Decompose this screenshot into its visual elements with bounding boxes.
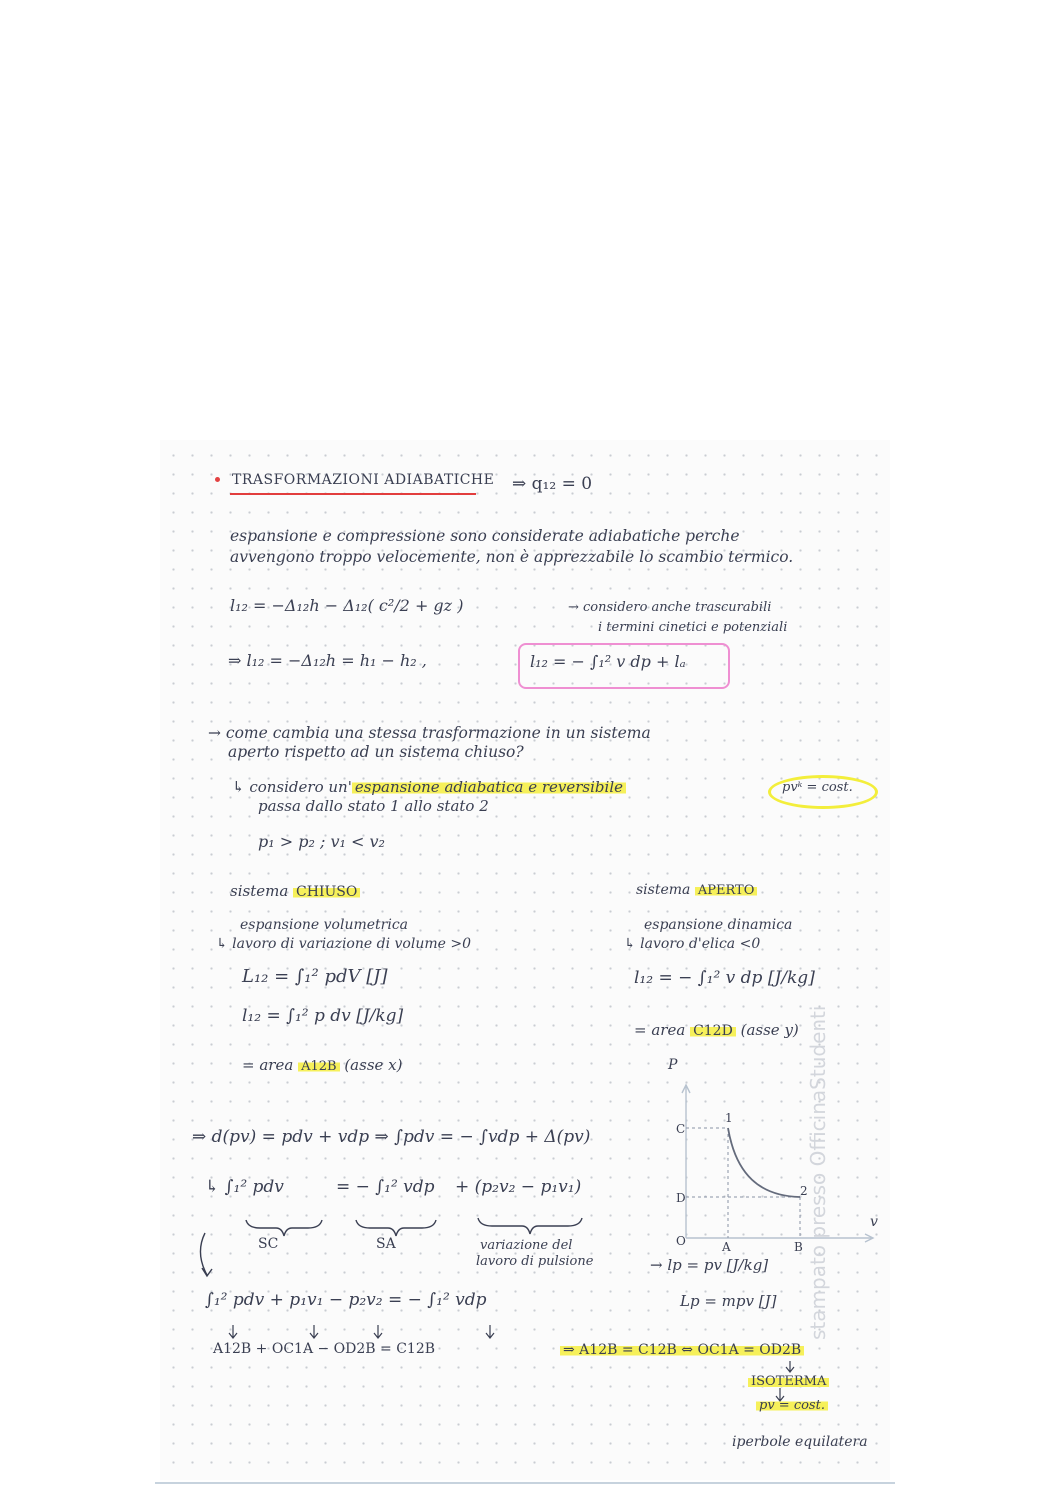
- consider-line-2: passa dallo stato 1 allo stato 2: [258, 797, 489, 815]
- consider-prefix: ↳ considero un': [232, 778, 352, 796]
- consider-highlight: espansione adiabatica e reversibile: [352, 778, 626, 796]
- diagram-point-b: B: [794, 1240, 803, 1254]
- open-area-prefix: = area: [634, 1021, 686, 1039]
- derivation-line-4: A12B + OC1A − OD2B = C12B: [213, 1341, 436, 1357]
- title-equation: ⇒ q₁₂ = 0: [512, 474, 593, 494]
- closed-expansion-type: espansione volumetrica: [240, 917, 409, 933]
- diagram-point-c: C: [676, 1122, 686, 1136]
- result-highlight: ⇒ A12B = C12B ⇔ OC1A = OD2B: [560, 1342, 804, 1358]
- closed-work-total: L₁₂ = ∫₁² pdV [J]: [242, 966, 388, 987]
- diagram-point-a: A: [722, 1240, 731, 1254]
- hyperbola-note: iperbole equilatera: [732, 1434, 868, 1450]
- intro-line-2: avvengono troppo velocemente, non è apprezzabile lo scambio termico.: [230, 548, 794, 566]
- diagram-state-1: 1: [725, 1111, 733, 1125]
- closed-area-highlight: A12B: [298, 1059, 339, 1074]
- derivation-mid: = − ∫₁² vdp: [336, 1177, 435, 1197]
- isotherm-law-highlight: pv = cost.: [756, 1398, 828, 1413]
- diagram-x-label: v: [870, 1214, 878, 1230]
- energy-equation: l₁₂ = −Δ₁₂h − Δ₁₂( c²/2 + gz ): [230, 596, 464, 615]
- closed-system-highlight: CHIUSO: [293, 884, 360, 900]
- eq1-note-1: → considero anche trascurabili: [568, 600, 772, 615]
- label-sa: SA: [376, 1236, 396, 1252]
- open-system-label: sistema: [636, 882, 691, 898]
- open-area-highlight: C12D: [690, 1023, 736, 1039]
- closed-work-specific: l₁₂ = ∫₁² p dv [J/kg]: [242, 1006, 404, 1026]
- section-title: TRASFORMAZIONI ADIABATICHE: [232, 472, 495, 488]
- open-system-highlight: APERTO: [695, 883, 758, 898]
- diagram-y-label: P: [668, 1057, 678, 1073]
- watermark: stampato presso OfficinaStudenti: [806, 1005, 830, 1340]
- derivation-lhs: ↳ ∫₁² pdv: [205, 1177, 284, 1197]
- pulsion-work-total: Lp = mpv [J]: [680, 1292, 777, 1310]
- closed-work-description: ↳ lavoro di variazione di volume >0: [216, 936, 471, 952]
- diagram-point-d: D: [676, 1191, 686, 1205]
- label-sc: SC: [258, 1236, 279, 1252]
- eq1-note-2: i termini cinetici e potenziali: [598, 620, 788, 635]
- derivation-line-3: ∫₁² pdv + p₁v₁ − p₂v₂ = − ∫₁² vdp: [205, 1290, 487, 1310]
- open-expansion-type: espansione dinamica: [644, 917, 793, 933]
- isotherm-highlight: ISOTERMA: [748, 1374, 829, 1389]
- open-work-specific: l₁₂ = − ∫₁² v dp [J/kg]: [634, 968, 815, 988]
- adiabatic-law: pvᵏ = cost.: [782, 780, 853, 795]
- question-line-1: → come cambia una stessa trasformazione in un sistema: [208, 724, 651, 742]
- closed-area-axis: (asse x): [344, 1056, 403, 1074]
- diagram-state-2: 2: [800, 1184, 808, 1198]
- open-area-axis: (asse y): [740, 1021, 799, 1039]
- diagram-origin: O: [676, 1234, 686, 1248]
- open-work-description: ↳ lavoro d'elica <0: [624, 936, 761, 952]
- question-line-2: aperto rispetto ad un sistema chiuso?: [228, 743, 524, 761]
- closed-area-prefix: = area: [242, 1056, 294, 1074]
- state-inequality: p₁ > p₂ ; v₁ < v₂: [258, 832, 385, 851]
- pulsion-work-specific: → lp = pv [J/kg]: [650, 1256, 769, 1274]
- closed-system-label: sistema: [230, 882, 289, 900]
- enthalpy-equation: ⇒ l₁₂ = −Δ₁₂h = h₁ − h₂ ,: [228, 651, 427, 670]
- intro-line-1: espansione e compressione sono considerate adiabatiche perche: [230, 527, 740, 545]
- derivation-rhs: + (p₂v₂ − p₁v₁): [455, 1177, 582, 1197]
- derivation-line-1: ⇒ d(pv) = pdv + vdp ⇒ ∫pdv = − ∫vdp + Δ(pv): [192, 1127, 591, 1147]
- boxed-formula: l₁₂ = − ∫₁² v dp + lₐ: [530, 652, 686, 671]
- label-variation-1: variazione del: [480, 1238, 573, 1253]
- label-variation-2: lavoro di pulsione: [476, 1254, 594, 1269]
